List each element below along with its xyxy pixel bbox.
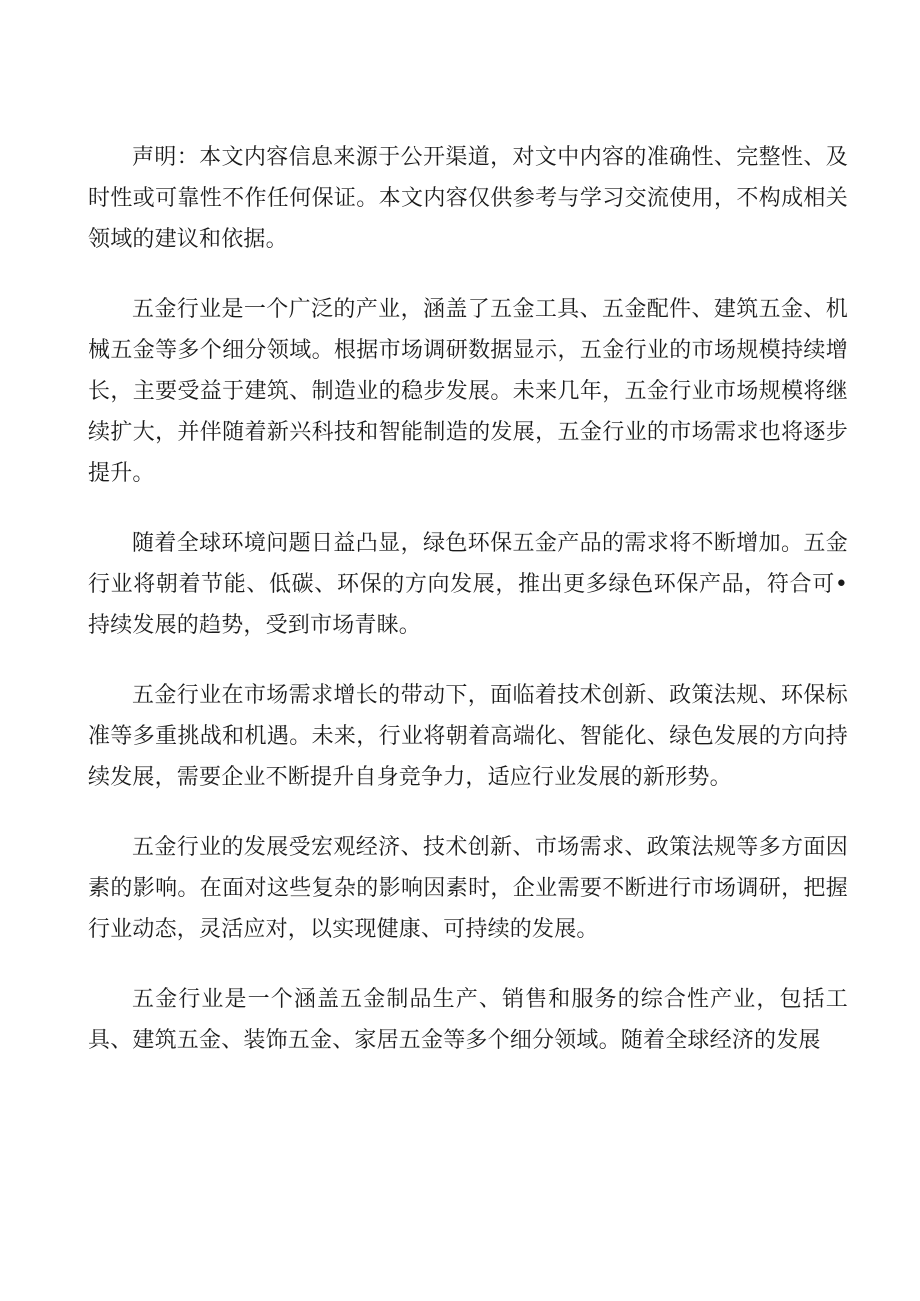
disclaimer-paragraph: 声明：本文内容信息来源于公开渠道，对文中内容的准确性、完整性、及时性或可靠性不作任何保证。本文内容仅供参考与学习交流使用，不构成相关领域的建议和依据。 <box>88 145 848 252</box>
body-paragraph: 五金行业是一个广泛的产业，涵盖了五金工具、五金配件、建筑五金、机械五金等多个细分领域。根据市场调研数据显示，五金行业的市场规模持续增长，主要受益于建筑、制造业的稳步发展。未来几年，五金行业市场规模将继续扩大，并伴随着新兴科技和智能制造的发展，五金行业的市场需求也将逐步提升。 <box>88 297 848 486</box>
document-body <box>88 137 848 1090</box>
body-paragraph: 五金行业的发展受宏观经济、技术创新、市场需求、政策法规等多方面因素的影响。在面对这些复杂的影响因素时，企业需要不断进行市场调研，把握行业动态，灵活应对，以实现健康、可持续的发展。 <box>88 835 848 942</box>
body-paragraph: 随着全球环境问题日益凸显，绿色环保五金产品的需求将不断增加。五金行业将朝着节能、低碳、环保的方向发展，推出更多绿色环保产品，符合可•持续发展的趋势，受到市场青睐。 <box>88 531 848 638</box>
body-paragraph: 五金行业在市场需求增长的带动下，面临着技术创新、政策法规、环保标准等多重挑战和机遇。未来，行业将朝着高端化、智能化、绿色发展的方向持续发展，需要企业不断提升自身竞争力，适应行业发展的新形势。 <box>88 683 848 790</box>
body-paragraph: 五金行业是一个涵盖五金制品生产、销售和服务的综合性产业，包括工具、建筑五金、装饰五金、家居五金等多个细分领域。随着全球经济的发展 <box>88 987 848 1053</box>
